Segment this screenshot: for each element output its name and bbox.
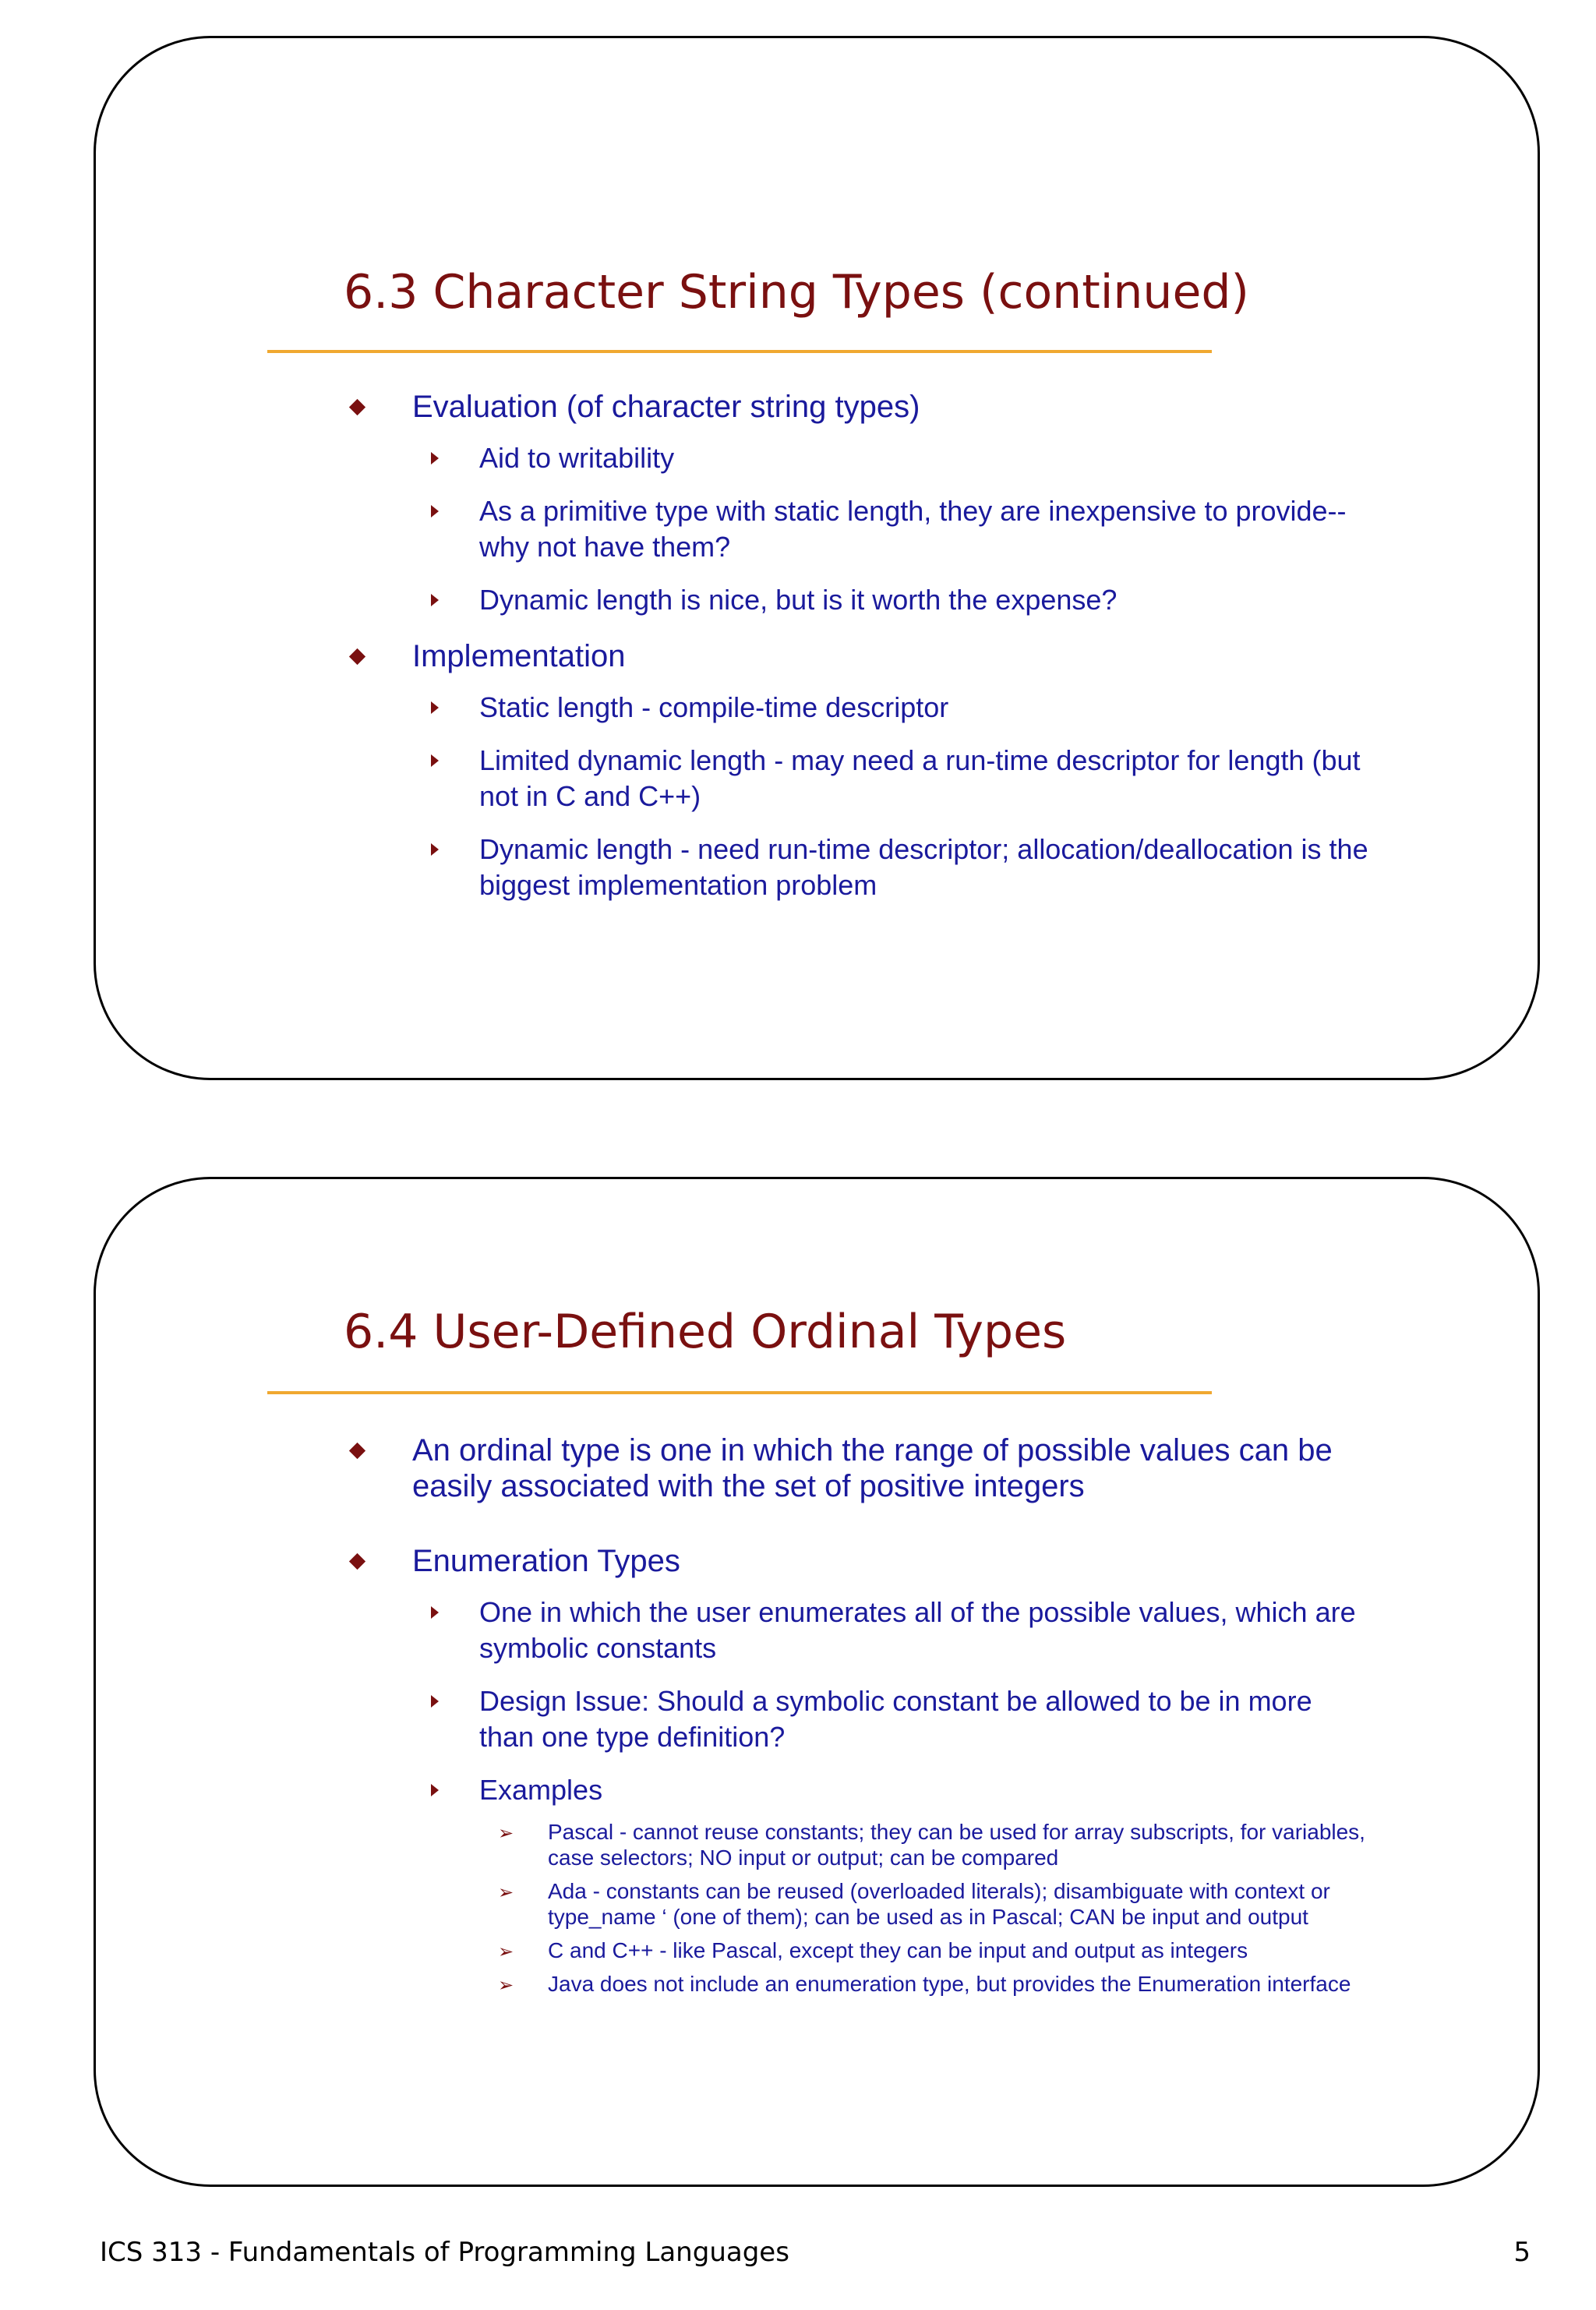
sub-bullet-item	[412, 690, 1372, 726]
sub-bullet-item	[412, 832, 1372, 903]
bullet-item	[344, 1432, 1372, 1504]
example-item	[479, 1819, 1372, 1870]
sub-bullet-text: As a primitive type with static length, they are inexpensive to provide--why not have them?	[479, 495, 1347, 563]
slide-content	[344, 389, 1372, 924]
slide-6-3	[94, 36, 1540, 1080]
example-text: Pascal - cannot reuse constants; they can be used for array subscripts, for variables, case selectors; NO input or output; can be compared	[548, 1820, 1365, 1870]
sub-bullet-item	[412, 1772, 1372, 1997]
triangle-bullet-icon	[431, 701, 439, 714]
footer-course-name: ICS 313 - Fundamentals of Programming Languages	[100, 2237, 789, 2268]
sub-bullet-item	[412, 493, 1372, 565]
slide-title: 6.3 Character String Types (continued)	[344, 265, 1249, 320]
triangle-bullet-icon	[431, 1695, 439, 1708]
triangle-bullet-icon	[431, 452, 439, 464]
slide-content	[344, 1432, 1372, 2017]
example-item	[479, 1937, 1372, 1963]
slide-title: 6.4 User-Defined Ordinal Types	[344, 1305, 1067, 1359]
sub-bullet-item	[412, 1595, 1372, 1666]
example-item	[479, 1878, 1372, 1930]
arrowhead-bullet-icon: ➢	[498, 1881, 514, 1903]
triangle-bullet-icon	[431, 1606, 439, 1619]
diamond-bullet-icon	[349, 1443, 365, 1459]
bullet-text: Enumeration Types	[412, 1544, 680, 1578]
page-number: 5	[1513, 2237, 1531, 2268]
sub-bullet-item	[412, 1683, 1372, 1755]
sub-bullet-item	[412, 582, 1372, 618]
bullet-item	[344, 638, 1372, 903]
triangle-bullet-icon	[431, 505, 439, 517]
arrowhead-bullet-icon: ➢	[498, 1941, 514, 1962]
bullet-text: An ordinal type is one in which the range of possible values can be easily associated with the set of positive integers	[412, 1433, 1333, 1503]
title-divider	[267, 350, 1212, 353]
bullet-item	[344, 1543, 1372, 1997]
triangle-bullet-icon	[431, 1784, 439, 1796]
bullet-text: Evaluation (of character string types)	[412, 390, 920, 424]
arrowhead-bullet-icon: ➢	[498, 1974, 514, 1996]
sub-bullet-text: Dynamic length - need run-time descriptor; allocation/deallocation is the biggest implementation problem	[479, 833, 1368, 901]
diamond-bullet-icon	[349, 1553, 365, 1570]
arrowhead-bullet-icon: ➢	[498, 1822, 514, 1844]
example-text: C and C++ - like Pascal, except they can be input and output as integers	[548, 1938, 1248, 1962]
triangle-bullet-icon	[431, 843, 439, 856]
example-list	[479, 1819, 1372, 1997]
example-text: Java does not include an enumeration type, but provides the Enumeration interface	[548, 1972, 1351, 1996]
sub-bullet-item	[412, 440, 1372, 476]
sub-bullet-text: Examples	[479, 1774, 603, 1806]
sub-bullet-list	[412, 690, 1372, 903]
sub-bullet-text: Dynamic length is nice, but is it worth the expense?	[479, 584, 1118, 616]
sub-bullet-text: Limited dynamic length - may need a run-time descriptor for length (but not in C and C++)	[479, 744, 1361, 812]
sub-bullet-list	[412, 1595, 1372, 1997]
sub-bullet-text: One in which the user enumerates all of the possible values, which are symbolic constants	[479, 1596, 1356, 1664]
bullet-list	[344, 1432, 1372, 1997]
bullet-item	[344, 389, 1372, 618]
sub-bullet-item	[412, 743, 1372, 814]
triangle-bullet-icon	[431, 594, 439, 606]
example-item	[479, 1971, 1372, 1997]
diamond-bullet-icon	[349, 648, 365, 665]
triangle-bullet-icon	[431, 754, 439, 767]
sub-bullet-text: Aid to writability	[479, 442, 675, 474]
slide-6-4	[94, 1177, 1540, 2187]
example-text: Ada - constants can be reused (overloaded literals); disambiguate with context or type_name ‘ (one of them); can be used as in Pascal; CAN be input and output	[548, 1879, 1330, 1929]
diamond-bullet-icon	[349, 399, 365, 415]
sub-bullet-text: Design Issue: Should a symbolic constant be allowed to be in more than one type definition?	[479, 1685, 1312, 1753]
bullet-text: Implementation	[412, 639, 626, 673]
sub-bullet-list	[412, 440, 1372, 618]
sub-bullet-text: Static length - compile-time descriptor	[479, 691, 949, 723]
title-divider	[267, 1391, 1212, 1394]
bullet-list	[344, 389, 1372, 903]
